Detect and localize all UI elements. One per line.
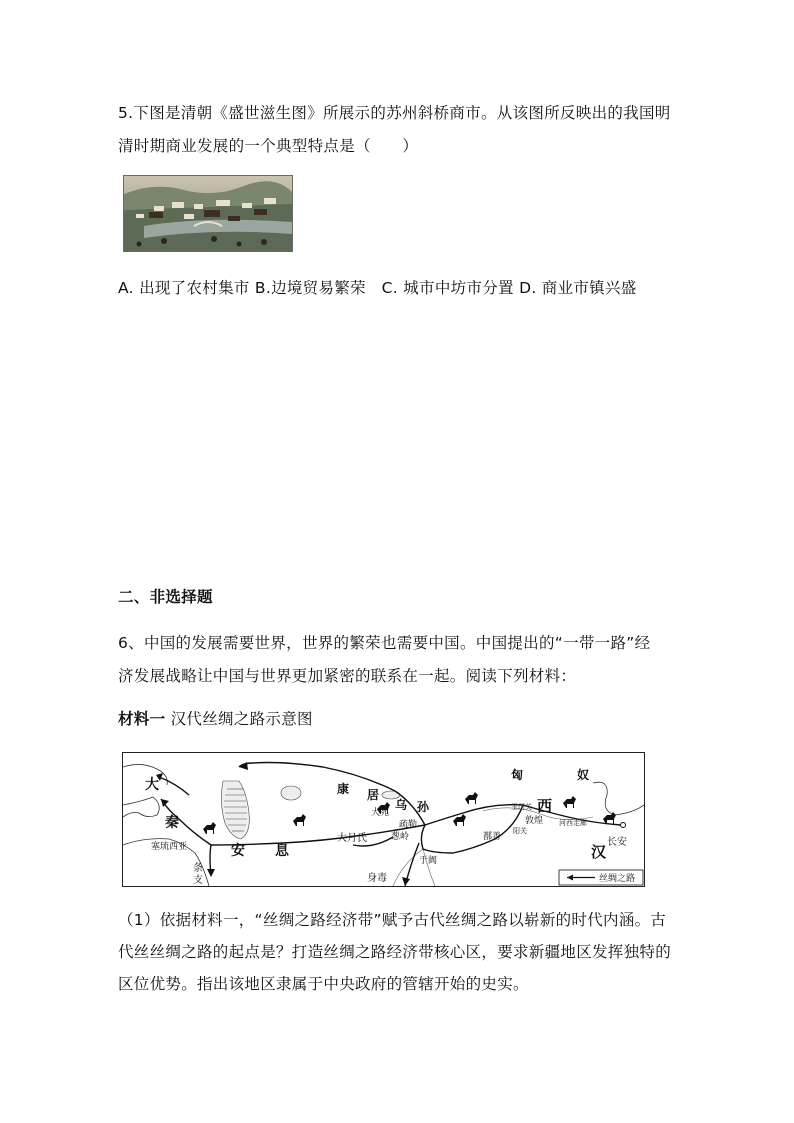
suzhou-market-painting [123,175,293,252]
map-label-yutian: 于阗 [419,856,438,866]
sub-question-1-line-3: 区位优势。指出该地区隶属于中央政府的管辖开始的史实。 [118,975,529,993]
sub-question-1-line-1: （1）依据材料一，“丝绸之路经济带”赋予古代丝绸之路以崭新的时代内涵。古 [118,911,667,929]
question-5-line-2: 清时期商业发展的一个典型特点是（ ） [118,137,419,155]
map-label-dunhuang: 敦煌 [525,816,544,826]
map-label-da: 大 [145,777,159,793]
question-6-line-2: 济发展战略让中国与世界更加紧密的联系在一起。阅读下列材料： [118,667,577,685]
map-label-nu: 奴 [577,768,590,782]
map-label-kang: 康 [337,782,350,796]
map-label-hexi: 河西走廊 [559,819,587,827]
map-label-shule: 疏勒 [399,820,418,830]
map-label-wu: 乌 [395,798,408,812]
map-label-saigu: 塞琉西亚 [151,842,188,852]
map-label-sun: 孙 [417,800,430,814]
map-label-han: 汉 [591,843,607,861]
map-label-tiao: 条 [193,863,203,874]
map-label-xiong: 匈 [511,768,524,782]
question-6-line-1: 6、中国的发展需要世界，世界的繁荣也需要中国。中国提出的“一带一路”经 [118,634,651,652]
map-label-yangguan: 阳关 [513,827,527,835]
map-label-congling: 葱岭 [391,832,410,842]
map-label-shanshan: 鄯善 [483,832,502,842]
map-label-qin: 秦 [165,815,179,831]
map-label-yumenguan: 玉门关 [511,803,532,811]
map-label-ju: 居 [367,788,380,802]
map-label-zhi: 支 [193,875,203,886]
material-title [118,707,313,729]
question-5-options: A. 出现了农村集市 B.边境贸易繁荣 C. 城市中坊市分置 D. 商业市镇兴盛 [118,279,637,297]
map-label-xi-rest: 息 [275,843,289,859]
map-label-dayuezhi: 大月氏 [337,833,367,844]
material-label: 材料一 [118,710,166,728]
map-label-dawan: 大宛 [371,808,390,818]
map-label-xi: 西 [537,797,553,815]
map-label-changan: 长安 [607,837,627,848]
material-caption: 汉代丝绸之路示意图 [165,710,313,728]
map-legend-label: 丝绸之路 [599,874,636,884]
section-heading: 二、非选择题 [118,588,213,606]
question-5-line-1: 5.下图是清朝《盛世滋生图》所展示的苏州斜桥商市。从该图所反映出的我国明 [118,104,671,122]
map-label-an: 安 [231,843,245,859]
map-label-shendu: 身毒 [367,873,387,884]
silk-road-map [122,752,645,887]
sub-question-1-line-2: 代丝丝绸之路的起点是？打造丝绸之路经济带核心区，要求新疆地区发挥独特的 [118,943,672,961]
